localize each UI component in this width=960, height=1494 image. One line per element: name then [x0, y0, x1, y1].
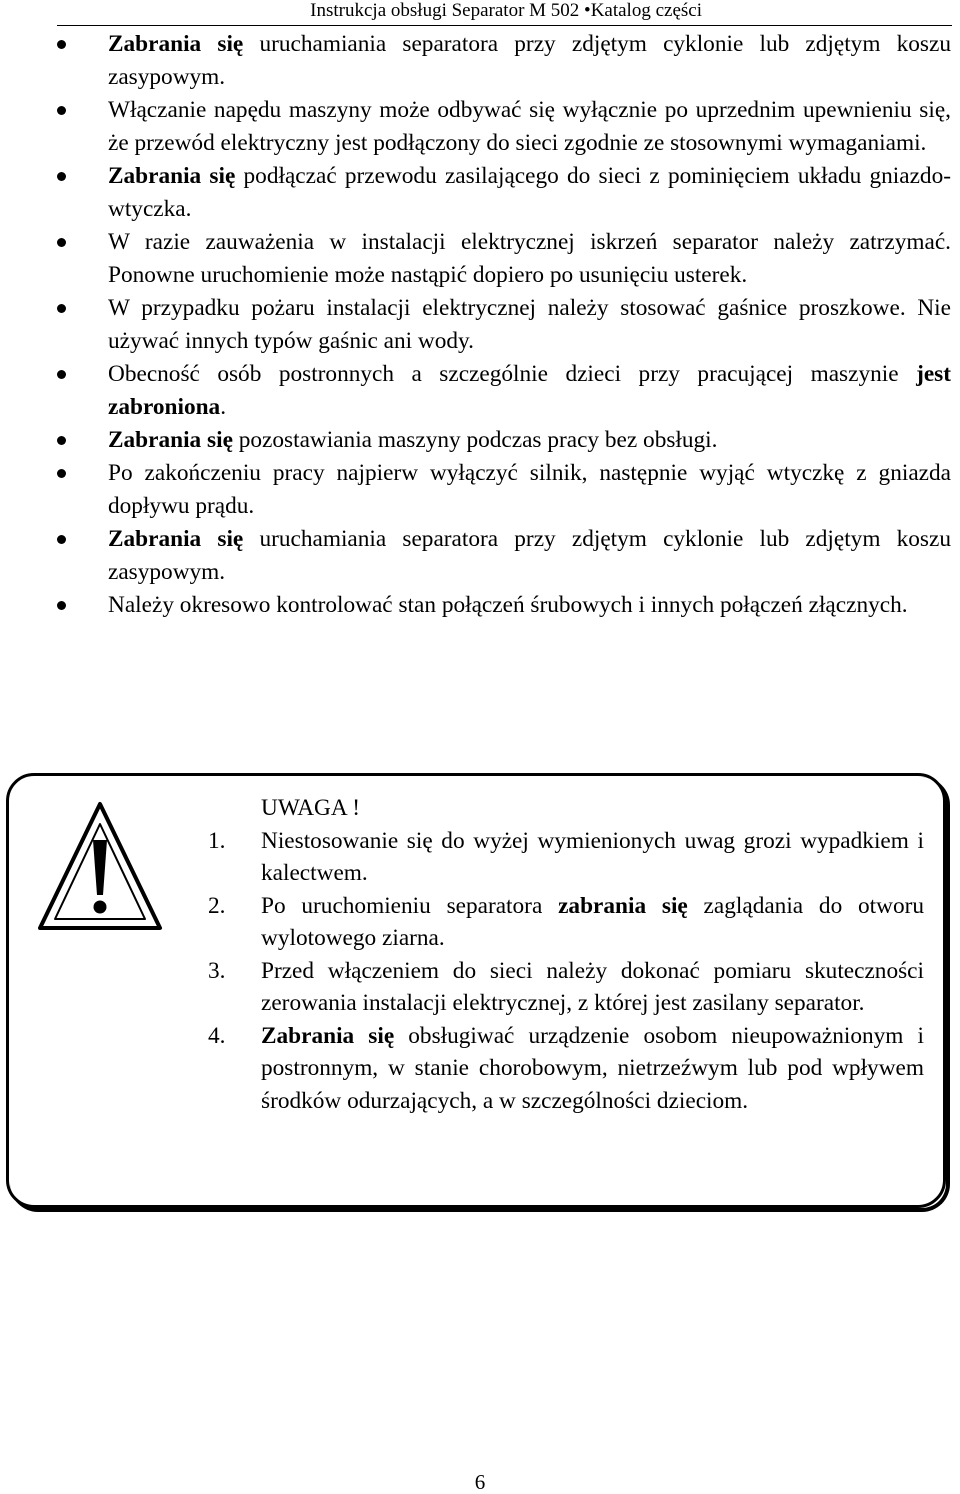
- bullet-icon: [57, 238, 66, 247]
- list-item: [204, 825, 924, 890]
- rule-bold: Zabrania się: [108, 427, 233, 453]
- item-number: 1.: [208, 827, 226, 854]
- list-item: [0, 589, 951, 622]
- bullet-icon: [57, 304, 66, 313]
- item-number: 2.: [208, 892, 226, 919]
- list-item: [0, 523, 951, 589]
- rule-bold: Zabrania się: [108, 163, 236, 189]
- item-bold: zabrania się: [558, 892, 688, 919]
- warning-title: UWAGA !: [261, 795, 360, 821]
- list-item: [204, 1020, 924, 1118]
- list-item: [204, 955, 924, 1020]
- rule-text: podłączać przewodu zasilającego do sieci z pominięciem układu gniazdo-wtyczka.: [108, 163, 951, 222]
- rule-text: pozostawiania maszyny podczas pracy bez obsługi.: [232, 427, 718, 453]
- rule-text: Należy okresowo kontrolować stan połączeń śrubowych i innych połączeń złącznych.: [108, 592, 908, 618]
- warning-content: [204, 792, 924, 1117]
- list-item: [0, 358, 951, 424]
- item-text-end: obsługiwać urządzenie osobom nieupoważnionym i postronnym, w stanie chorobowym, nietrzeźwym lub pod wpływem środków odurzających, a w szczególności dzieciom.: [261, 1022, 924, 1114]
- rule-bold: Zabrania się: [108, 526, 244, 552]
- page-number: 6: [474, 1470, 486, 1494]
- item-text: Przed włączeniem do sieci należy dokonać pomiaru skuteczności zerowania instalacji elektrycznej, z której jest zasilany separator.: [261, 957, 924, 1016]
- page-header: Instrukcja obsługi Separator M 502 •Katalog części: [310, 0, 702, 21]
- list-item: [0, 160, 951, 226]
- rule-text: W razie zauważenia w instalacji elektrycznej iskrzeń separator należy zatrzymać. Ponowne uruchomienie może nastąpić dopiero po usunięciu usterek.: [108, 229, 951, 288]
- item-number: 4.: [208, 1022, 226, 1049]
- rule-text: W przypadku pożaru instalacji elektrycznej należy stosować gaśnice proszkowe. Nie używać innych typów gaśnic ani wody.: [108, 295, 951, 354]
- list-item: [0, 292, 951, 358]
- bullet-icon: [57, 601, 66, 610]
- rule-tail: .: [220, 394, 227, 420]
- list-item: [0, 28, 951, 94]
- list-item: [0, 424, 951, 457]
- item-bold: Zabrania się: [261, 1022, 395, 1049]
- item-text: Po uruchomieniu separatora: [261, 892, 559, 919]
- item-number: 3.: [208, 957, 226, 984]
- rule-text: Obecność osób postronnych a szczególnie dzieci przy pracującej maszynie: [108, 361, 917, 387]
- warning-list: [204, 825, 924, 1118]
- rule-text: uruchamiania separatora przy zdjętym cyklonie lub zdjętym koszu zasypowym.: [108, 526, 951, 585]
- rule-text: Po zakończeniu pracy najpierw wyłączyć silnik, następnie wyjąć wtyczkę z gniazda dopływu prądu.: [108, 460, 951, 519]
- safety-rules-list: [0, 28, 960, 622]
- rule-text: Włączanie napędu maszyny może odbywać się wyłącznie po uprzednim upewnieniu się, że przewód elektryczny jest podłączony do sieci zgodnie ze stosownymi wymaganiami.: [108, 97, 951, 156]
- bullet-icon: [57, 172, 66, 181]
- bullet-icon: [57, 469, 66, 478]
- item-text: Niestosowanie się do wyżej wymienionych uwag grozi wypadkiem i kalectwem.: [261, 827, 924, 886]
- item-text-end: zaglądania do otworu wylotowego ziarna.: [261, 892, 925, 951]
- bullet-icon: [57, 436, 66, 445]
- rule-text: uruchamiania separatora przy zdjętym cyklonie lub zdjętym koszu zasypowym.: [108, 31, 951, 90]
- bullet-icon: [57, 535, 66, 544]
- rule-bold: Zabrania się: [108, 31, 244, 57]
- rule-bold: jest zabroniona: [108, 361, 951, 420]
- header-divider: [57, 25, 952, 26]
- bullet-icon: [57, 106, 66, 115]
- warning-triangle-icon: [37, 800, 163, 932]
- list-item: [0, 226, 951, 292]
- list-item: [0, 94, 951, 160]
- list-item: [0, 457, 951, 523]
- bullet-icon: [57, 370, 66, 379]
- bullet-icon: [57, 40, 66, 49]
- list-item: [204, 890, 924, 955]
